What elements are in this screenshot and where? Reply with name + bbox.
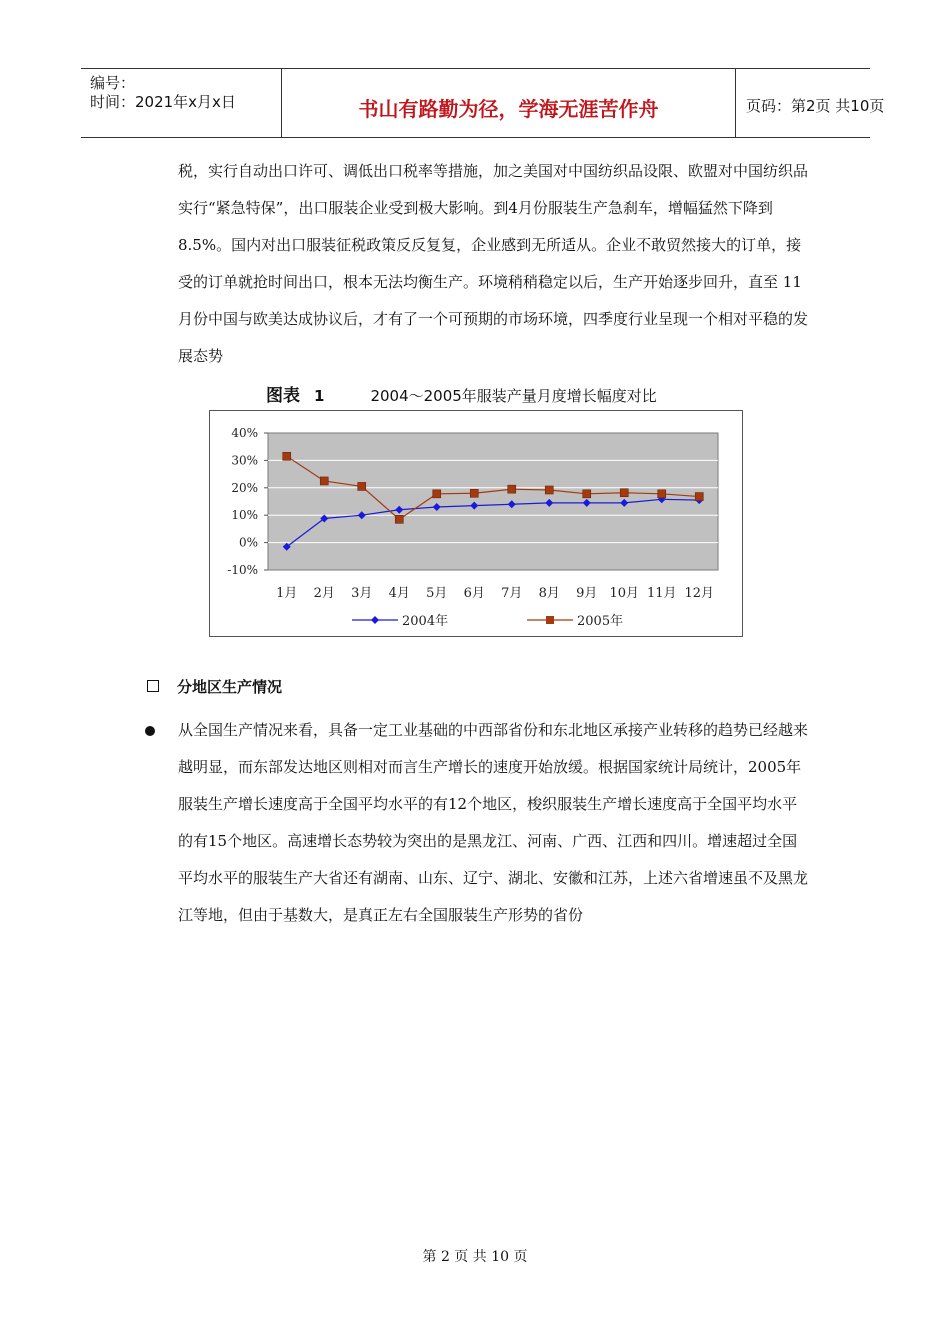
figure-label: 图表 [266,386,300,406]
data-point-square [695,493,703,501]
chart-frame [209,410,743,637]
x-tick-label: 8月 [538,586,560,601]
x-tick-label: 1月 [276,586,298,601]
legend-marker-square [546,616,554,624]
data-point-square [508,485,516,493]
figure-title [266,381,746,406]
data-point-square [283,452,291,460]
header-motto-cell [281,69,736,137]
x-tick-label: 5月 [426,586,448,601]
x-tick-label: 12月 [684,586,715,601]
header-time: 时间：2021年x月x日 [90,93,236,111]
x-tick-label: 10月 [609,586,640,601]
data-point-square [395,515,403,523]
x-tick-label: 2月 [313,586,335,601]
x-tick-label: 9月 [576,586,598,601]
page-footer: 第 2 页 共 10 页 [422,1249,528,1265]
figure-number: 1 [314,387,325,405]
legend-label: 2005年 [577,614,624,629]
data-point-square [358,482,366,490]
data-point-square [433,490,441,498]
x-tick-label: 6月 [463,586,485,601]
page-header [81,68,885,138]
header-page-info: 页码：第2页 共10页 [746,97,885,115]
checkbox-square-icon [147,680,159,692]
header-info-cell [81,69,281,137]
data-point-square [320,477,328,485]
y-tick-label: 40% [231,426,258,440]
legend-marker-diamond [371,616,379,624]
body-paragraph-1: 税，实行自动出口许可、调低出口税率等措施，加之美国对中国纺织品设限、欧盟对中国纺织品实行“紧急特保”，出口服装企业受到极大影响。到4月份服装生产急刹车，增幅猛然下降到8.5%。国内对出口服装征税政策反反复复，企业感到无所适从。企业不敢贸然接大的订单，接受的订单就抢时间出口，根本无法均衡生产。环境稍稍稳定以后，生产开始逐步回升，直至 11月份中国与欧美达成协议后，才有了一个可预期的市场环境，四季度行业呈现一个相对平稳的发展态势 [178,162,809,365]
y-tick-label: 0% [238,535,258,550]
header-page-cell [735,69,885,137]
data-point-square [583,490,591,498]
bullet-dot-icon [145,726,155,736]
y-tick-label: 20% [231,480,258,495]
data-point-square [470,489,478,497]
section-title: 分地区生产情况 [177,678,283,696]
plot-area [268,433,718,570]
x-tick-label: 11月 [646,586,677,601]
legend-label: 2004年 [402,614,449,629]
figure-caption: 2004～2005年服装产量月度增长幅度对比 [370,387,657,405]
section-heading [147,676,282,697]
body-paragraph-2: 从全国生产情况来看，具备一定工业基础的中西部省份和东北地区承接产业转移的趋势已经越来越明显，而东部发达地区则相对而言生产增长的速度开始放缓。根据国家统计局统计，2005年服装生产增长速度高于全国平均水平的有12个地区，梭织服装生产增长速度高于全国平均水平的有15个地区。高速增长态势较为突出的是黑龙江、河南、广西、江西和四川。增速超过全国平均水平的服装生产大省还有湖南、山东、辽宁、湖北、安徽和江苏，上述六省增速虽不及黑龙江等地，但由于基数大，是真正左右全国服装生产形势的省份 [178,721,809,924]
x-tick-label: 3月 [351,586,373,601]
y-tick-label: -10% [227,563,258,577]
y-tick-label: 30% [231,453,258,468]
x-tick-label: 7月 [501,586,523,601]
line-chart [210,411,742,636]
header-number: 编号： [90,74,136,92]
header-motto: 书山有路勤为径，学海无涯苦作舟 [358,97,659,121]
y-tick-label: 10% [231,508,258,523]
data-point-square [620,489,628,497]
x-tick-label: 4月 [388,586,410,601]
data-point-square [658,490,666,498]
data-point-square [545,486,553,494]
